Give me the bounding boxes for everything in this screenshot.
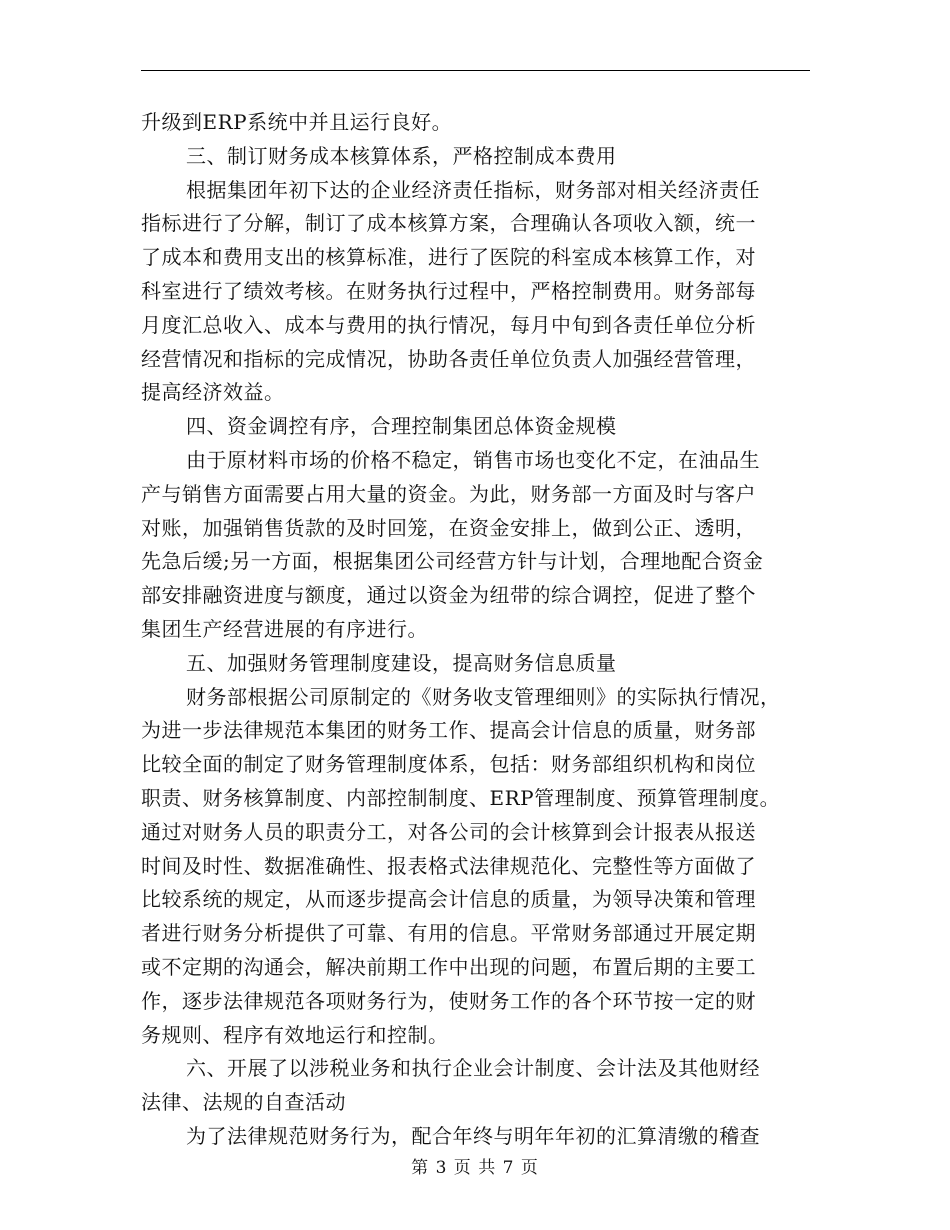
text-line: 升级到ERP系统中并且运行良好。 xyxy=(141,110,453,134)
text-line: 财务部根据公司原制定的《财务收支管理细则》的实际执行情况， xyxy=(186,684,781,709)
text-line: 由于原材料市场的价格不稳定，销售市场也变化不定，在油品生 xyxy=(186,447,760,472)
text-line: 先急后缓;另一方面，根据集团公司经营方针与计划，合理地配合资金 xyxy=(141,549,764,574)
text-line: 产与销售方面需要占用大量的资金。为此，财务部一方面及时与客户 xyxy=(141,481,756,506)
text-line: 务规则、程序有效地运行和控制。 xyxy=(141,1022,449,1047)
header-rule xyxy=(141,70,810,71)
section-heading: 三、制订财务成本核算体系，严格控制成本费用 xyxy=(186,143,617,168)
text-line: 或不定期的沟通会，解决前期工作中出现的问题，布置后期的主要工 xyxy=(141,954,756,979)
text-line: 经营情况和指标的完成情况，协助各责任单位负责人加强经营管理， xyxy=(141,346,756,371)
text-line: 对账，加强销售货款的及时回笼，在资金安排上，做到公正、透明， xyxy=(141,515,756,540)
text-line: 根据集团年初下达的企业经济责任指标，财务部对相关经济责任 xyxy=(186,177,760,202)
text-line: 了成本和费用支出的核算标准，进行了医院的科室成本核算工作，对 xyxy=(141,245,756,270)
document-body xyxy=(141,106,813,1154)
page-number: 第 3 页 共 7 页 xyxy=(411,1158,539,1178)
text-line: 为进一步法律规范本集团的财务工作、提高会计信息的质量，财务部 xyxy=(141,718,756,743)
section-heading: 五、加强财务管理制度建设，提高财务信息质量 xyxy=(186,650,617,675)
text-line: 提高经济效益。 xyxy=(141,380,285,405)
page-footer xyxy=(0,1153,950,1178)
text-line: 职责、财务核算制度、内部控制制度、ERP管理制度、预算管理制度。 xyxy=(141,785,781,810)
text-line: 作，逐步法律规范各项财务行为，使财务工作的各个环节按一定的财 xyxy=(141,988,756,1013)
text-line: 比较全面的制定了财务管理制度体系，包括：财务部组织机构和岗位 xyxy=(141,752,756,777)
text-line: 通过对财务人员的职责分工，对各公司的会计核算到会计报表从报送 xyxy=(141,819,756,844)
text-line: 为了法律规范财务行为，配合年终与明年年初的汇算清缴的稽查 xyxy=(186,1123,760,1148)
section-heading: 四、资金调控有序，合理控制集团总体资金规模 xyxy=(186,414,617,439)
text-line: 集团生产经营进展的有序进行。 xyxy=(141,616,428,641)
text-line: 科室进行了绩效考核。在财务执行过程中，严格控制费用。财务部每 xyxy=(141,278,756,303)
text-line: 指标进行了分解，制订了成本核算方案，合理确认各项收入额，统一 xyxy=(141,211,756,236)
text-line: 比较系统的规定，从而逐步提高会计信息的质量，为领导决策和管理 xyxy=(141,887,756,912)
text-line: 月度汇总收入、成本与费用的执行情况，每月中旬到各责任单位分析 xyxy=(141,312,756,337)
section-heading: 六、开展了以涉税业务和执行企业会计制度、会计法及其他财经 xyxy=(186,1056,760,1081)
text-line: 部安排融资进度与额度，通过以资金为纽带的综合调控，促进了整个 xyxy=(141,583,756,608)
text-line: 时间及时性、数据准确性、报表格式法律规范化、完整性等方面做了 xyxy=(141,853,756,878)
text-line: 法律、法规的自查活动 xyxy=(141,1090,346,1115)
text-line: 者进行财务分析提供了可靠、有用的信息。平常财务部通过开展定期 xyxy=(141,921,756,946)
